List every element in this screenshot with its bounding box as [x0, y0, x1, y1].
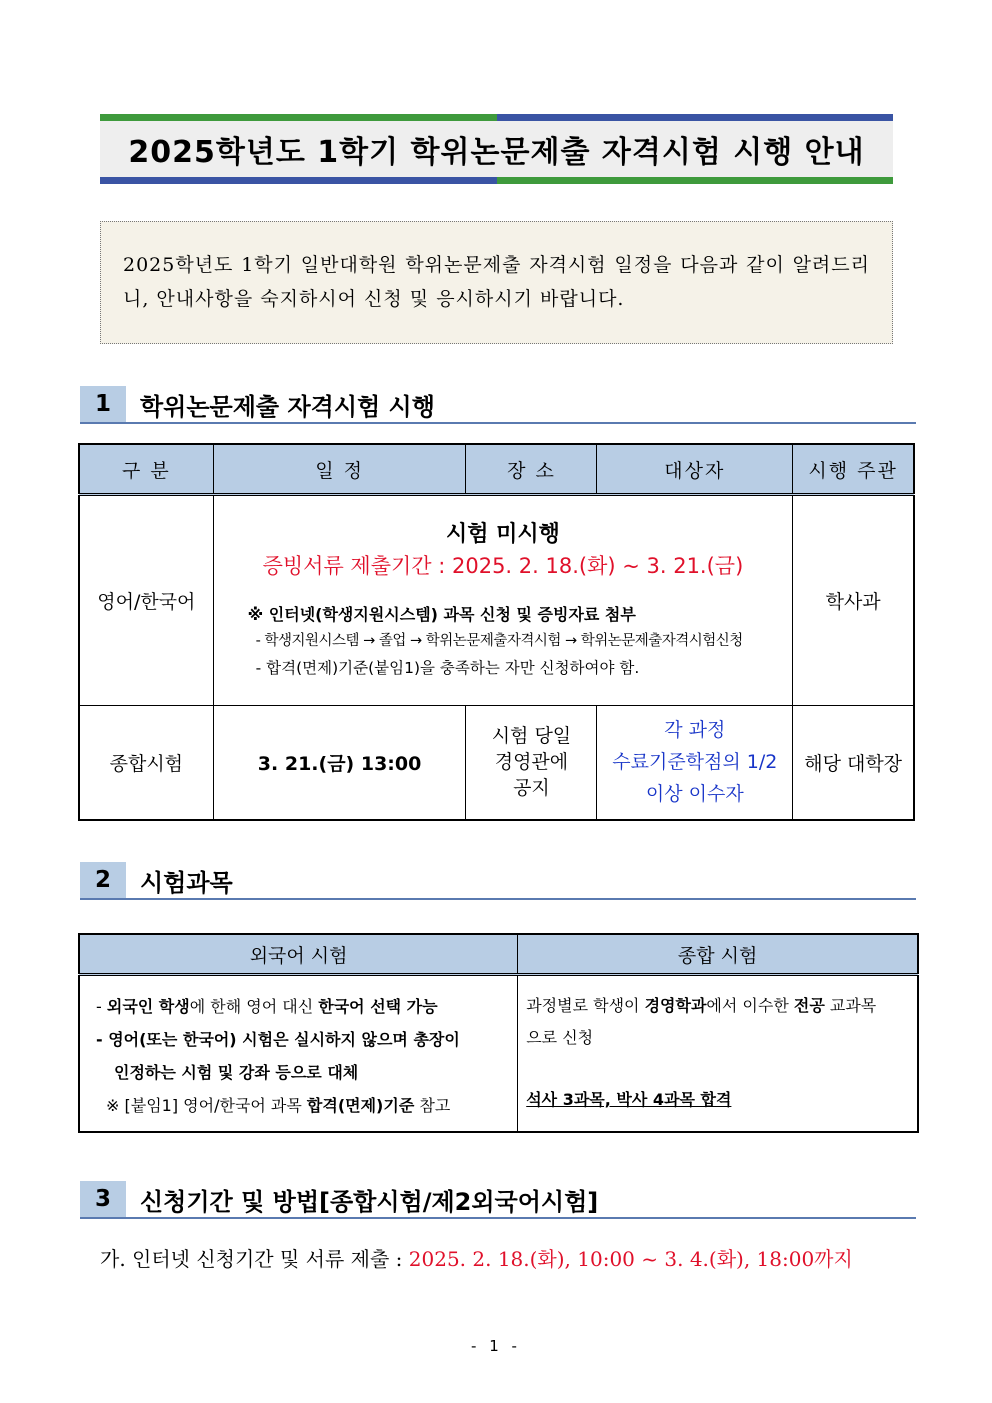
row2-schedule: 3. 21.(금) 13:00: [213, 706, 466, 820]
schedule-table: [78, 443, 915, 821]
comprehensive-line-1: 과정별로 학생이 경영학과에서 이수한 전공 교과목: [526, 996, 877, 1015]
table-header-row: [79, 444, 914, 495]
target-line-1: 각 과정: [664, 719, 726, 742]
row2-organizer: 해당 대학장: [793, 706, 914, 820]
title-top-bar: [100, 114, 893, 121]
foreign-exam-details: [79, 975, 518, 1132]
table-row: [79, 495, 914, 706]
row2-place: [466, 706, 597, 820]
target-line-2: 수료기준학점의 1/2: [612, 751, 778, 774]
page-number: - 1 -: [471, 1337, 521, 1355]
header-organizer: 시행 주관: [793, 444, 914, 495]
row2-target: [597, 706, 793, 820]
row1-category: 영어/한국어: [79, 495, 213, 706]
exam-status: 시험 미시행: [445, 522, 560, 547]
subjects-table: [78, 933, 919, 1133]
header-comprehensive-exam: 종합 시험: [518, 934, 918, 975]
place-line-1: 시험 당일: [491, 725, 572, 748]
foreign-line-2: - 영어(또는 한국어) 시험은 실시하지 않으며 총장이: [96, 1030, 460, 1049]
table-header-row: [79, 934, 918, 975]
page-title: 2025학년도 1학기 학위논문제출 자격시험 시행 안내: [128, 135, 865, 170]
application-period: [100, 1243, 853, 1272]
section-3-header: [80, 1181, 916, 1219]
header-place: 장 소: [466, 444, 597, 495]
section-1-title: 학위논문제출 자격시험 시행: [140, 392, 435, 421]
comprehensive-exam-details: [518, 975, 918, 1132]
application-path: - 학생지원시스템 → 졸업 → 학위논문제출자격시험 → 학위논문제출자격시험신청: [255, 633, 743, 649]
pass-requirement: 석사 3과목, 박사 4과목 합격: [526, 1090, 732, 1109]
header-schedule: 일 정: [213, 444, 466, 495]
place-line-3: 공지: [513, 777, 550, 800]
section-2-title: 시험과목: [140, 868, 233, 897]
table-row: [79, 706, 914, 820]
foreign-line-1: - 외국인 학생에 한해 영어 대신 한국어 선택 가능: [96, 997, 438, 1016]
application-period-value: 2025. 2. 18.(화), 10:00 ~ 3. 4.(화), 18:00까지: [408, 1247, 853, 1271]
section-2-header: [80, 862, 916, 900]
section-1-number: 1: [80, 386, 126, 422]
section-3-number: 3: [80, 1181, 126, 1217]
submission-period: 증빙서류 제출기간 : 2025. 2. 18.(화) ~ 3. 21.(금): [262, 554, 744, 578]
row1-organizer: 학사과: [793, 495, 914, 706]
pass-criteria-note: - 합격(면제)기준(붙임1)을 충족하는 자만 신청하여야 함.: [255, 659, 640, 677]
header-category: 구 분: [79, 444, 213, 495]
target-line-3: 이상 이수자: [645, 783, 744, 806]
intro-notice: 2025학년도 1학기 일반대학원 학위논문제출 자격시험 일정을 다음과 같이 알려드리니, 안내사항을 숙지하시어 신청 및 응시하시기 바랍니다.: [100, 221, 893, 344]
table-row: [79, 975, 918, 1132]
header-target: 대상자: [597, 444, 793, 495]
comprehensive-line-2: 으로 신청: [526, 1028, 594, 1047]
foreign-line-4: ※ [붙임1] 영어/한국어 과목 합격(면제)기준 참고: [106, 1096, 451, 1115]
application-note: ※ 인터넷(학생지원시스템) 과목 신청 및 증빙자료 첨부: [247, 605, 636, 624]
section-1-header: [80, 386, 916, 424]
row2-category: 종합시험: [79, 706, 213, 820]
row1-details: [213, 495, 793, 706]
foreign-line-3: 인정하는 시험 및 강좌 등으로 대체: [114, 1063, 359, 1082]
application-period-label: 가. 인터넷 신청기간 및 서류 제출 :: [100, 1247, 409, 1271]
title-banner: [100, 114, 893, 184]
place-line-2: 경영관에: [494, 751, 569, 774]
section-3-title: 신청기간 및 방법[종합시험/제2외국어시험]: [140, 1187, 599, 1216]
header-foreign-exam: 외국어 시험: [79, 934, 518, 975]
title-bottom-bar: [100, 177, 893, 184]
section-2-number: 2: [80, 862, 126, 898]
